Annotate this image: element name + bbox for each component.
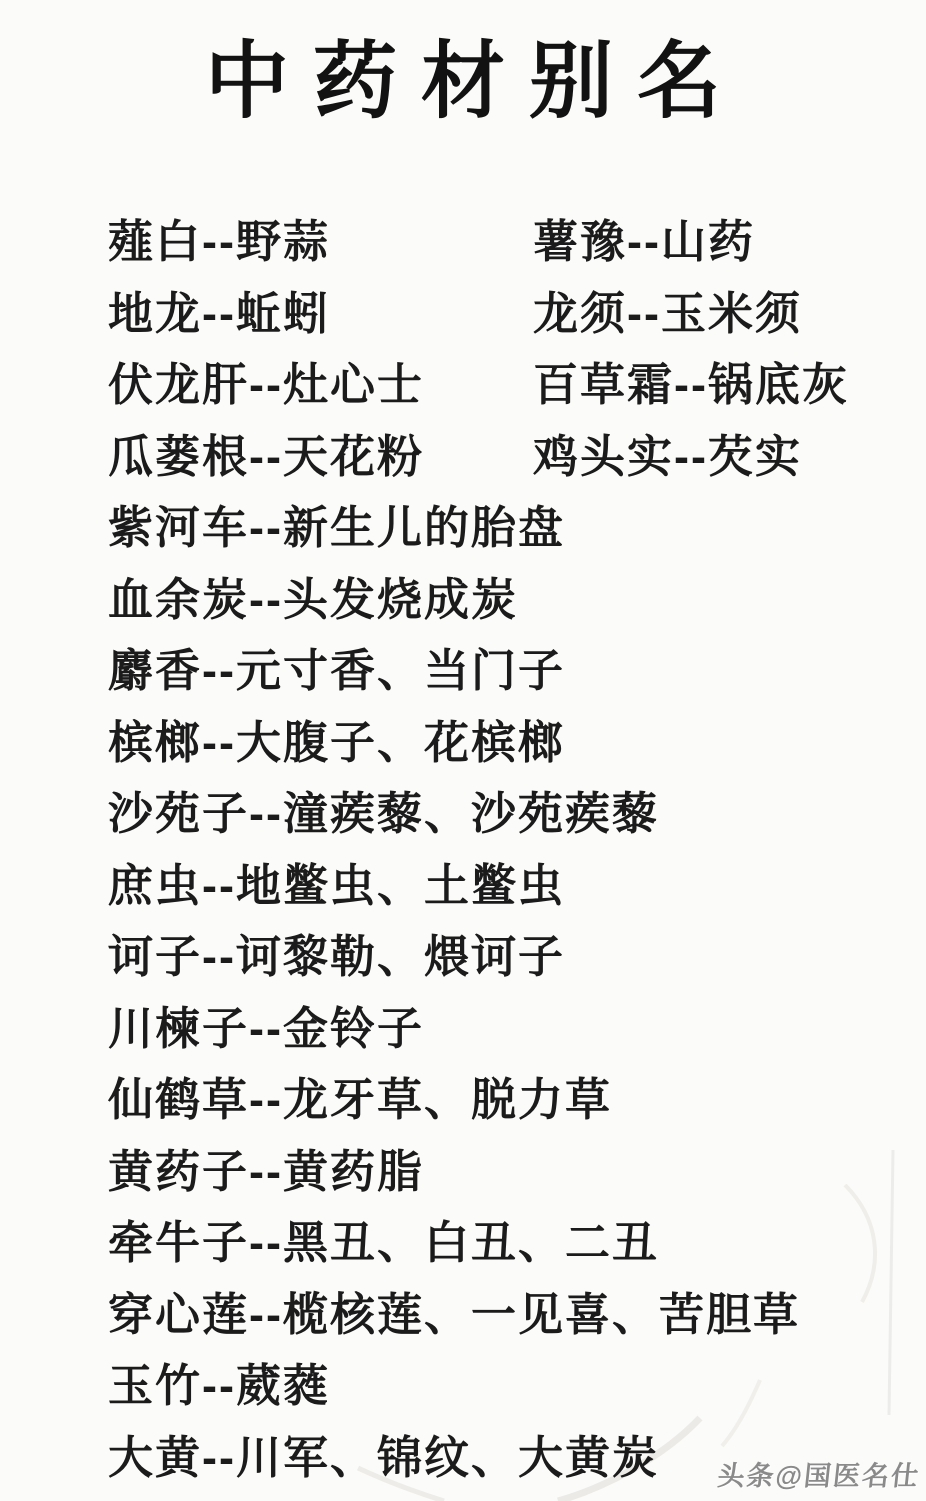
herb-entry: 大黄--川军、锦纹、大黄炭 [108,1431,659,1483]
herb-row [108,1275,920,1347]
herb-row [108,774,920,846]
herb-row [108,560,920,632]
herb-entry: 牵牛子--黑丑、白丑、二丑 [108,1217,659,1269]
herb-entry: 诃子--诃黎勒、煨诃子 [108,931,565,983]
herb-entry: 百草霜--锅底灰 [533,359,849,411]
herb-entry: 沙苑子--潼蒺藜、沙苑蒺藜 [108,788,659,840]
herb-row [108,1203,920,1275]
herb-row [108,1132,920,1204]
watermark-credit: 头条@国医名仕 [715,1461,922,1491]
herb-entry: 庶虫--地鳖虫、土鳖虫 [108,859,565,911]
herb-entry: 紫河车--新生儿的胎盘 [108,502,565,554]
herb-entry: 麝香--元寸香、当门子 [108,645,565,697]
herb-entry: 龙须--玉米须 [533,287,802,339]
herb-row [108,488,920,560]
herb-row [108,274,920,346]
herb-entry: 穿心莲--榄核莲、一见喜、苦胆草 [108,1288,800,1340]
herb-entry: 伏龙肝--灶心士 [108,359,424,411]
herb-entry: 鸡头实--芡实 [533,430,802,482]
herb-row [108,703,920,775]
herb-entry: 川楝子--金铃子 [108,1002,424,1054]
herb-entry: 薯豫--山药 [533,216,755,268]
herb-row [108,846,920,918]
herb-row [108,917,920,989]
herb-entry: 槟榔--大腹子、花槟榔 [108,716,565,768]
herb-row [108,1346,920,1418]
herb-row [108,1060,920,1132]
herb-row [108,631,920,703]
herb-alias-list [108,202,920,1489]
page-title: 中药材别名 [204,34,745,128]
herb-entry: 仙鹤草--龙牙草、脱力草 [108,1074,612,1126]
herb-row [108,989,920,1061]
herb-entry: 薤白--野蒜 [108,216,330,268]
herb-row [108,345,920,417]
herb-entry: 地龙--蚯蚓 [108,287,330,339]
herb-entry: 瓜蒌根--天花粉 [108,430,424,482]
herb-row [108,417,920,489]
herb-row [108,202,920,274]
herb-entry: 玉竹--葳蕤 [108,1360,330,1412]
herb-entry: 黄药子--黄药脂 [108,1145,424,1197]
herb-entry: 血余炭--头发烧成炭 [108,573,518,625]
